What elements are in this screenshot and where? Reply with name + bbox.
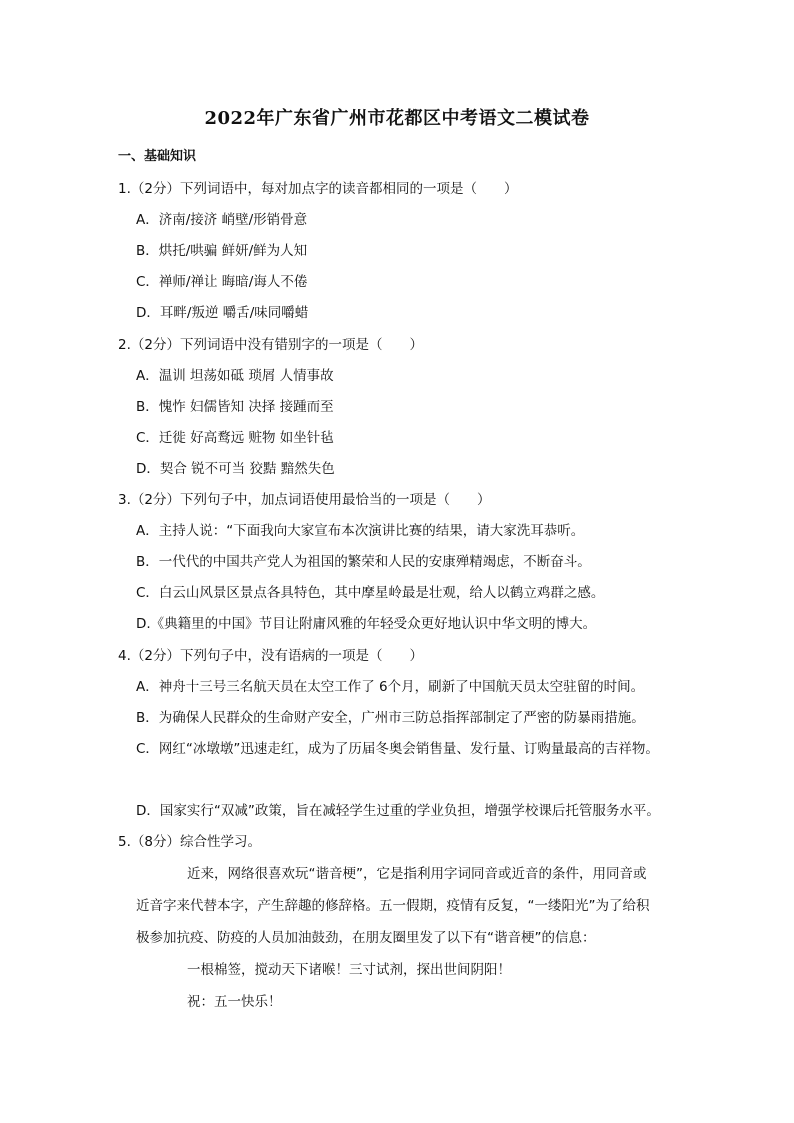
- question-3-option-c: C．白云山风景区景点各具特色，其中摩星岭最是壮观，给人以鹤立鸡群之感。: [136, 585, 605, 601]
- passage-line-4: 一根棉签，搅动天下诸喉！三寸试剂，探出世间阴阳！: [187, 962, 511, 978]
- question-4-option-c: C．网红“冰墩墩”迅速走红，成为了历届冬奥会销售量、发行量、订购量最高的吉祥物。: [136, 741, 659, 757]
- question-3-option-a: A．主持人说：“下面我向大家宣布本次演讲比赛的结果，请大家洗耳恭听。: [136, 523, 585, 539]
- question-2-option-b: B．愧怍 妇儒皆知 决择 接踵而至: [136, 399, 334, 415]
- question-2-stem: 2.（2分）下列词语中没有错别字的一项是（ ）: [118, 337, 423, 353]
- question-2-option-d: D．契合 锐不可当 狡黠 黯然失色: [136, 461, 335, 477]
- passage-line-3: 极参加抗疫、防疫的人员加油鼓劲，在朋友圈里发了以下有“谐音梗”的信息：: [136, 930, 596, 946]
- question-1-option-d: D．耳畔/叛逆 嚼舌/味同嚼蜡: [136, 305, 309, 321]
- question-4-option-a: A．神舟十三号三名航天员在太空工作了 6个月，刷新了中国航天员太空驻留的时间。: [136, 679, 645, 695]
- page-title: 2022年广东省广州市花都区中考语文二模试卷: [204, 108, 590, 129]
- question-3-option-d: D.《典籍里的中国》节目让附庸风雅的年轻受众更好地认识中华文明的博大。: [136, 616, 597, 632]
- question-5-stem: 5.（8分）综合性学习。: [118, 834, 261, 850]
- question-4-option-d: D．国家实行“双减”政策，旨在减轻学生过重的学业负担，增强学校课后托管服务水平。: [136, 803, 660, 819]
- passage-line-1: 近来，网络很喜欢玩“谐音梗”，它是指利用字词同音或近音的条件，用同音或: [187, 866, 647, 882]
- question-1-option-a: A．济南/接济 峭壁/形销骨意: [136, 212, 308, 228]
- question-1-stem: 1.（2分）下列词语中，每对加点字的读音都相同的一项是（ ）: [118, 181, 518, 197]
- question-2-option-a: A．温训 坦荡如砥 琐屑 人情事故: [136, 368, 334, 384]
- question-1-option-b: B．烘托/哄骗 鲜妍/鲜为人知: [136, 243, 308, 259]
- question-4-option-b: B．为确保人民群众的生命财产安全，广州市三防总指挥部制定了严密的防暴雨措施。: [136, 710, 645, 726]
- question-3-stem: 3.（2分）下列句子中，加点词语使用最恰当的一项是（ ）: [118, 492, 491, 508]
- question-1-option-c: C．禅师/禅让 晦暗/诲人不倦: [136, 274, 308, 290]
- question-4-stem: 4.（2分）下列句子中，没有语病的一项是（ ）: [118, 648, 423, 664]
- question-2-option-c: C．迁徙 好高鹜远 赃物 如坐针毡: [136, 430, 334, 446]
- passage-line-5: 祝：五一快乐！: [187, 994, 282, 1010]
- passage-line-2: 近音字来代替本字，产生辞趣的修辞格。五一假期，疫情有反复，“一缕阳光”为了给积: [136, 898, 650, 914]
- section-heading: 一、基础知识: [118, 149, 197, 164]
- question-3-option-b: B．一代代的中国共产党人为祖国的繁荣和人民的安康殚精竭虑，不断奋斗。: [136, 554, 591, 570]
